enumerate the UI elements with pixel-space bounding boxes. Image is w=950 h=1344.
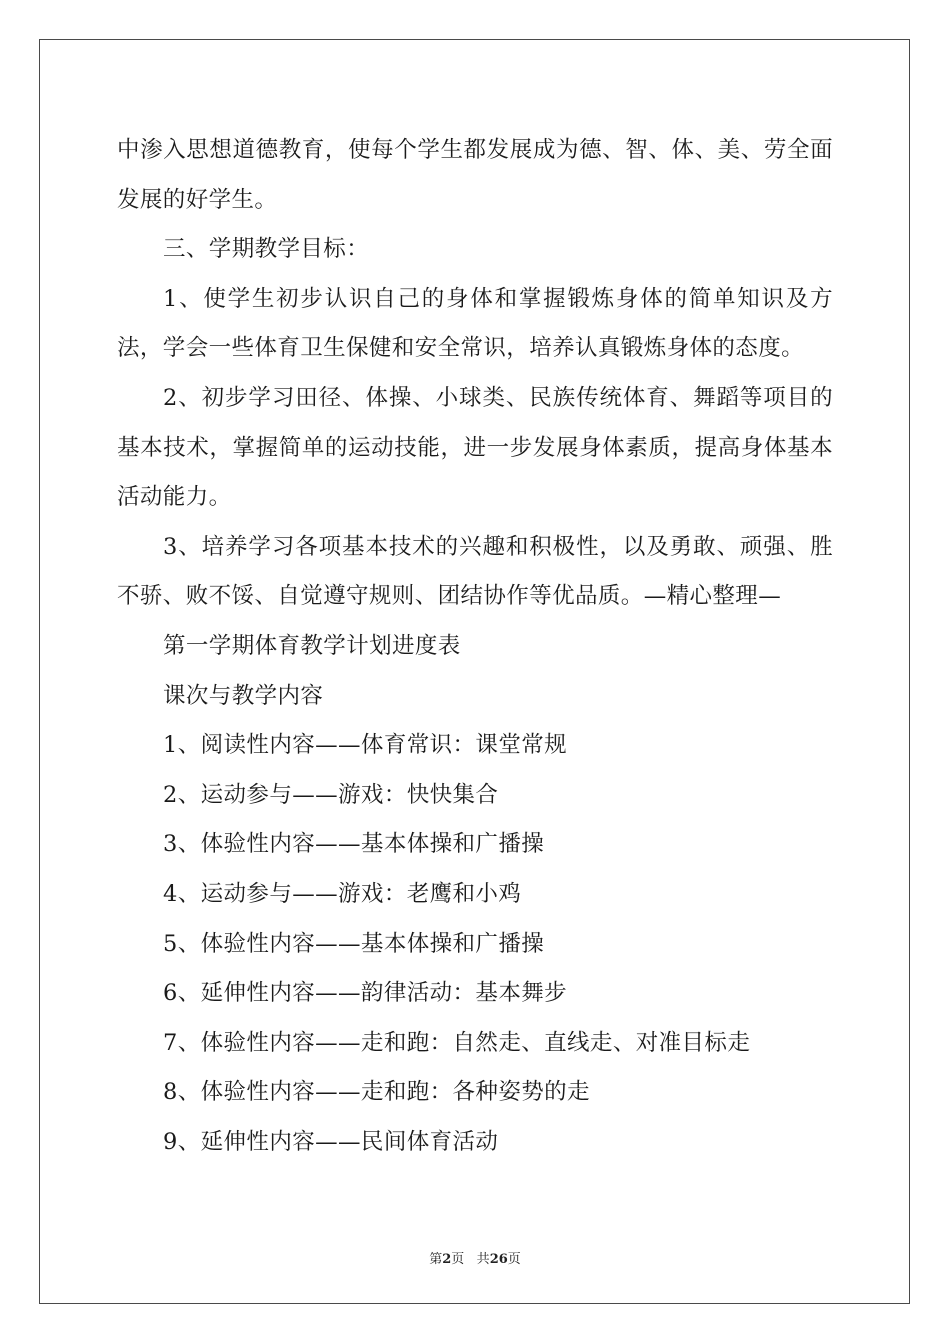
schedule-item: 2、运动参与——游戏：快快集合 xyxy=(163,781,499,808)
footer-total-suffix: 页 xyxy=(507,1252,521,1267)
footer-page-suffix: 页 xyxy=(451,1252,465,1267)
footer-total-pages: 26 xyxy=(489,1252,508,1267)
schedule-item: 5、体验性内容——基本体操和广播操 xyxy=(163,930,545,957)
footer-page-number: 2 xyxy=(442,1252,452,1267)
goal-item-1: 1、使学生初步认识自己的身体和掌握锻炼身体的简单知识及方法，学会一些体育卫生保健和安全常识，培养认真锻炼身体的态度。 xyxy=(117,285,833,362)
schedule-title: 第一学期体育教学计划进度表 xyxy=(163,632,461,659)
footer-page-prefix: 第 xyxy=(429,1252,443,1267)
schedule-item: 7、体验性内容——走和跑：自然走、直线走、对准目标走 xyxy=(163,1029,751,1056)
schedule-item: 6、延伸性内容——韵律活动：基本舞步 xyxy=(163,980,568,1007)
goal-item-3: 3、培养学习各项基本技术的兴趣和积极性，以及勇敢、顽强、胜不骄、败不馁、自觉遵守规则、团结协作等优品质。—精心整理— xyxy=(117,533,833,610)
section-heading-goals: 三、学期教学目标： xyxy=(163,236,370,263)
schedule-item: 3、体验性内容——基本体操和广播操 xyxy=(163,831,545,858)
paragraph-continuation: 中渗入思想道德教育，使每个学生都发展成为德、智、体、美、劳全面发展的好学生。 xyxy=(117,137,833,213)
schedule-subtitle: 课次与教学内容 xyxy=(163,682,324,709)
footer-total-prefix: 共 xyxy=(476,1252,490,1267)
document-body xyxy=(117,126,833,1167)
schedule-item: 4、运动参与——游戏：老鹰和小鸡 xyxy=(163,880,522,907)
schedule-item: 9、延伸性内容——民间体育活动 xyxy=(163,1128,499,1155)
goal-item-2: 2、初步学习田径、体操、小球类、民族传统体育、舞蹈等项目的基本技术，掌握简单的运动技能，进一步发展身体素质，提高身体基本活动能力。 xyxy=(117,384,833,511)
page-footer xyxy=(0,1248,950,1267)
schedule-item: 1、阅读性内容——体育常识：课堂常规 xyxy=(163,732,568,759)
schedule-item: 8、体验性内容——走和跑：各种姿势的走 xyxy=(163,1079,590,1106)
